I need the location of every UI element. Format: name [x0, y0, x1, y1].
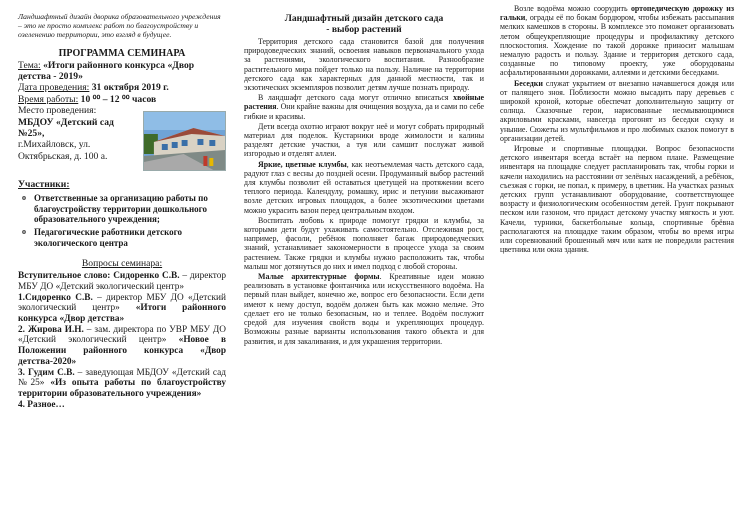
question-item: 4. Разное…	[18, 399, 65, 410]
participants-list	[18, 193, 226, 248]
program-title: ПРОГРАММА СЕМИНАРА	[58, 47, 186, 59]
intro-text: Ландшафтный дизайн дворика образовательного учреждения – это не просто комплекс работ по благоустройству и озеленению территории, это взгляд в будущее.	[18, 12, 221, 40]
article-column-2	[496, 0, 736, 525]
paragraph: Территория детского сада становится базой для получения природоведческих знаний, освоения навыков первоначального ухода за растениями, экологического воспитания. Разнообразие растительного мира пойдет только на пользу. Наличие на территории детского сада как характерных для данной местности, так и экзотических экземпляров позволит детям лучше познать природу.	[244, 37, 484, 93]
venue-address: г.Михайловск, ул. Октябрьская, д. 100 а.	[18, 139, 108, 162]
venue-block	[18, 105, 226, 171]
kindergarten-building-photo	[143, 111, 226, 171]
date-label: Дата проведения:	[18, 82, 90, 94]
time-line	[18, 94, 226, 105]
paragraph: Яркие, цветные клумбы, как неотъемлемая часть детского сада, радуют глаз с весны до поздней осени. Продуманный выбор растений для клумбы позволит ей оставаться цветущей на протяжении всего теплого периода. Календулу, ромашку, ирис и петунии высаживают возле детских игровых площадок, а более экзотическими цветами можно украсить вазон перед центральным входом.	[244, 159, 484, 215]
venue-label: Место проведения:	[18, 105, 97, 117]
participants-heading: Участники:	[18, 179, 70, 191]
question-item: 3. Гудим С.В. – заведующая МБДОУ «Детский сад №25» «Из опыта работы по благоустройству территории образовательного учреждения»	[18, 367, 226, 399]
question-item: 1.Сидоренко С.В. – директор МБУ ДО «Детский экологический центр» «Итоги районного конкурса «Двор детства»	[18, 292, 226, 325]
question-item: 2. Жирова И.Н. – зам. директора по УВР МБУ ДО «Детский экологический центр» «Новое в Положении районного конкурса «Двор детства-2020»	[18, 324, 227, 367]
paragraph: Малые архитектурные формы. Креативные идеи можно реализовать в установке фонтанчика или искусственного водоёма. На первый план выйдет, конечно же, вопрос его безопасности. Если дети имеют к нему доступ, водоём должен быть как можно мельче. Это сделает его не только безопасным, но и теплее. Водоём послужит средой для изучения свойств воды и укрепляющих процедур. Возможны разные варианты использования такого объекта и для развития, и для закаливания, и для украшения территории.	[244, 272, 484, 346]
date-line	[18, 82, 226, 93]
topic-line	[18, 60, 226, 83]
topic-value: «Итоги районного конкурса «Двор детства - 2019»	[18, 59, 195, 83]
venue-text	[18, 105, 141, 162]
time-value: 10 ⁰⁰ – 12 ⁰⁰ часов	[80, 93, 157, 105]
paragraph: Беседки служат укрытием от внезапно начавшегося дождя или от палящего зноя. Поблизости можно высадить пару деревьев с широкой кроной, которые обеспечат дополнительную защиту от солнца. Сказочные герои, нарисованные несмывающимися акриловыми красками, навсегда прогонят из беседки скуку и уныние. Сюжеты из мультфильмов и про любимых сказок помогут в организации детей.	[500, 78, 734, 143]
list-item: o Педагогические работники детского экологического центра	[22, 227, 183, 248]
list-item: o Ответственные за организацию работы по благоустройству территории дошкольного образовательного учреждения;	[22, 193, 208, 225]
topic-label: Тема:	[18, 59, 41, 71]
bullet-icon: o	[22, 227, 26, 237]
program-column	[0, 0, 232, 525]
paragraph: Возле водоёма можно соорудить ортопедическую дорожку из гальки, ограды её по бокам бордюром, чтобы избежать рассыпания мелких камешков в стороны. В комплексе это поможет организовать летом общеукрепляющие процедуры и профилактику детского плоскостопия. Хождение по такой дорожке приносит малышам немалую радость и пользу. Здание и территория детского сада, созданные по типовому проекту, уже оборудованы асфальтированными дорожками, аллеями и детскими беседками.	[500, 4, 734, 78]
paragraph: Дети всегда охотно играют вокруг неё и могут собрать природный материал для поделок. Кустарники вроде жимолости и калины разделят детские участки, а туя или самшит послужат живой изгородью и отделят аллеи.	[244, 121, 484, 159]
question-item: Вступительное слово: Сидоренко С.В. – директор МБУ ДО «Детский экологический центр»	[18, 271, 226, 292]
paragraph: В ландшафт детского сада могут отлично вписаться хвойные растения. Они крайне важны для очищения воздуха, да и сами по себе гибкие и красивы.	[244, 93, 484, 121]
article-title: Ландшафтный дизайн детского сада - выбор растений	[284, 13, 444, 35]
paragraph: Игровые и спортивные площадки. Вопрос безопасности детского инвентаря всегда встаёт на первом плане. Размещение инвентаря на площадке следует распланировать так, чтобы горки и качели находились на расстоянии от зелёных насаждений, а ребёнок, съезжая с горки, не попал, к примеру, в цветник. На участках разных детских групп устанавливают оборудование, соответствующее возрасту и физиологическим особенностям детей. Грунт покрывают песком или газоном, что придаст детскому участку мягкость и уют. Качели, турники, баскетбольные кольца, спортивные брёвна располагаются на площадке таким образом, чтобы во время игры или соревнований брошенный мяч или катя не повредили растения цветника или окна здания.	[500, 144, 734, 255]
bullet-icon: o	[22, 193, 26, 203]
date-value: 31 октября 2019 г.	[91, 82, 169, 94]
time-label: Время работы:	[18, 93, 79, 105]
venue-name: МБДОУ «Детский сад №25»,	[18, 116, 114, 140]
questions-heading: Вопросы семинара:	[81, 258, 163, 270]
article-column-1	[240, 0, 488, 525]
paragraph: Воспитать любовь к природе помогут грядки и клумбы, за которыми дети будут ухаживать самостоятельно. Отслеживая рост, например, фасоли, ребёнок пополняет багаж природоведческих знаний, устанавливает закономерности в процессе ухода за своим растением. Также грядки и клумбы нужно расположить так, чтобы малыш мог дотянуться до них и имел подход с любой стороны.	[244, 215, 484, 271]
